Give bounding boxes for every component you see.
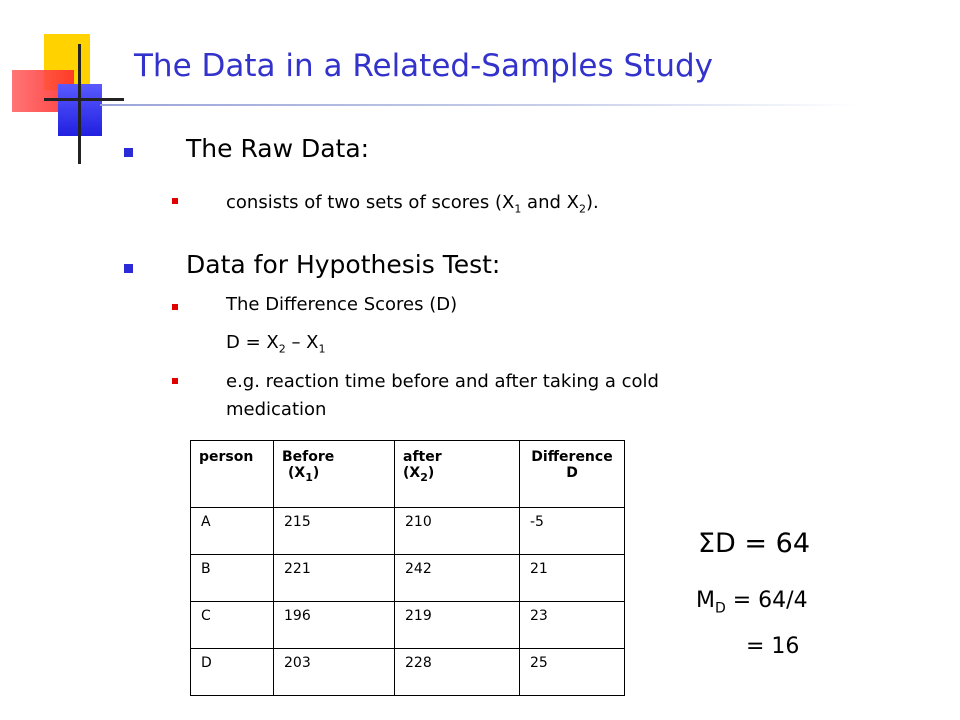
title-underline — [100, 104, 860, 106]
table-cell: -5 — [520, 508, 625, 555]
table-cell: 196 — [274, 602, 395, 649]
table-body — [191, 508, 625, 696]
sum-of-differences: ΣD = 64 — [698, 528, 810, 559]
table-cell: 219 — [395, 602, 520, 649]
table-cell: D — [191, 649, 274, 696]
table-cell: C — [191, 602, 274, 649]
slide-logo-decoration — [0, 0, 140, 180]
sub-bullet-raw-data-desc: consists of two sets of scores ($X_1$ and $X_2$). — [226, 192, 599, 216]
mean-difference-result: = 16 — [746, 634, 800, 659]
bullet-icon — [124, 148, 133, 157]
bullet-icon — [124, 264, 133, 273]
table-cell: 221 — [274, 555, 395, 602]
table-row — [191, 508, 625, 555]
table-cell: A — [191, 508, 274, 555]
difference-scores-table — [190, 440, 625, 696]
sub-bullet-example: e.g. reaction time before and after taking a cold medication — [226, 371, 659, 420]
table-row — [191, 555, 625, 602]
table-header-row — [191, 441, 625, 508]
header-difference: Difference D — [520, 441, 625, 508]
header-after: after $(X_2)$ — [395, 441, 520, 508]
table-cell: 228 — [395, 649, 520, 696]
table-cell: 23 — [520, 602, 625, 649]
header-person: person — [191, 441, 274, 508]
table-cell: 215 — [274, 508, 395, 555]
table-cell: 21 — [520, 555, 625, 602]
table-cell: 25 — [520, 649, 625, 696]
sub-bullet-difference-scores: The Difference Scores (D) — [226, 294, 458, 315]
table-cell: B — [191, 555, 274, 602]
sub-bullet-icon — [172, 378, 178, 384]
table-row — [191, 649, 625, 696]
mean-difference: $M_D = 64/4$ — [696, 588, 808, 617]
slide-title: The Data in a Related-Samples Study — [134, 48, 714, 84]
difference-formula: $D = X_2 - X_1$ — [226, 332, 326, 356]
bullet-raw-data: The Raw Data: — [186, 134, 370, 163]
sub-bullet-icon — [172, 304, 178, 310]
bullet-hypothesis-data: Data for Hypothesis Test: — [186, 250, 501, 279]
table-row — [191, 602, 625, 649]
header-before: Before $(X_1)$ — [274, 441, 395, 508]
vertical-line-decoration — [78, 44, 81, 164]
sub-bullet-icon — [172, 198, 178, 204]
table-cell: 210 — [395, 508, 520, 555]
table-cell: 203 — [274, 649, 395, 696]
horizontal-line-decoration — [44, 98, 124, 101]
table-cell: 242 — [395, 555, 520, 602]
